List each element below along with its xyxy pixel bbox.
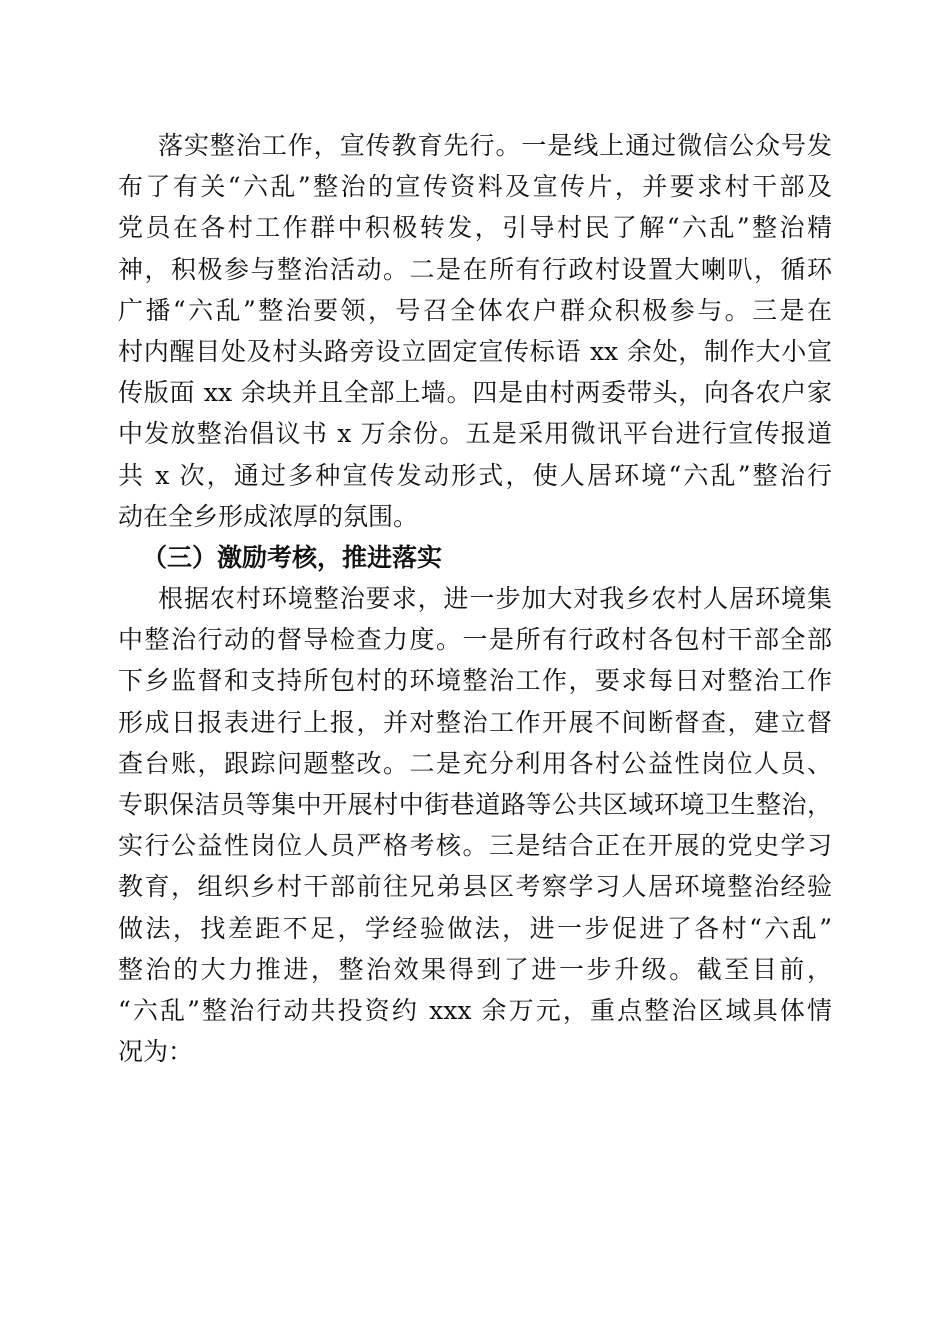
paragraph-line: “六乱”整治行动共投资约 xxx 余万元，重点整治区域具体情 (118, 995, 832, 1025)
paragraph-line: 况为： (118, 1037, 194, 1067)
paragraph-line: 查台账，跟踪问题整改。二是充分利用各村公益性岗位人员、 (118, 748, 832, 778)
section-heading: （三）激励考核，推进落实 (142, 542, 443, 572)
paragraph-line: 专职保洁员等集中开展村中街巷道路等公共区域环境卫生整治， (118, 790, 832, 819)
document-body (118, 125, 832, 1072)
paragraph-line: 中整治行动的督导检查力度。一是所有行政村各包村干部全部 (118, 625, 832, 655)
paragraph-assessment (118, 578, 832, 1072)
paragraph-line: 形成日报表进行上报，并对整治工作开展不间断督查，建立督 (118, 707, 832, 737)
paragraph-line: 神，积极参与整治活动。二是在所有行政村设置大喇叭，循环 (118, 254, 832, 284)
paragraph-line: 教育，组织乡村干部前往兄弟县区考察学习人居环境整治经验 (118, 872, 832, 902)
paragraph-line: 党员在各村工作群中积极转发，引导村民了解“六乱”整治精 (118, 213, 832, 243)
paragraph-line: 共 x 次，通过多种宣传发动形式，使人居环境“六乱”整治行 (118, 460, 832, 490)
paragraph-line: 根据农村环境整治要求，进一步加大对我乡农村人居环境集 (158, 584, 832, 614)
paragraph-line: 做法，找差距不足，学经验做法，进一步促进了各村“六乱” (118, 913, 832, 943)
paragraph-line: 中发放整治倡议书 x 万余份。五是采用微讯平台进行宣传报道 (118, 419, 832, 449)
paragraph-line: 广播“六乱”整治要领，号召全体农户群众积极参与。三是在 (118, 295, 832, 325)
paragraph-line: 动在全乡形成浓厚的氛围。 (118, 501, 419, 531)
paragraph-line: 下乡监督和支持所包村的环境整治工作，要求每日对整治工作 (118, 666, 832, 696)
paragraph-line: 布了有关“六乱”整治的宣传资料及宣传片，并要求村干部及 (118, 172, 832, 202)
paragraph-line: 实行公益性岗位人员严格考核。三是结合正在开展的党史学习 (118, 831, 832, 861)
paragraph-line: 村内醒目处及村头路旁设立固定宣传标语 xx 余处，制作大小宣 (118, 336, 832, 366)
paragraph-publicity (118, 125, 832, 537)
paragraph-line: 落实整治工作，宣传教育先行。一是线上通过微信公众号发 (158, 131, 832, 160)
paragraph-line: 整治的大力推进，整治效果得到了进一步升级。截至目前， (118, 954, 832, 984)
paragraph-line: 传版面 xx 余块并且全部上墙。四是由村两委带头，向各农户家 (118, 378, 832, 408)
